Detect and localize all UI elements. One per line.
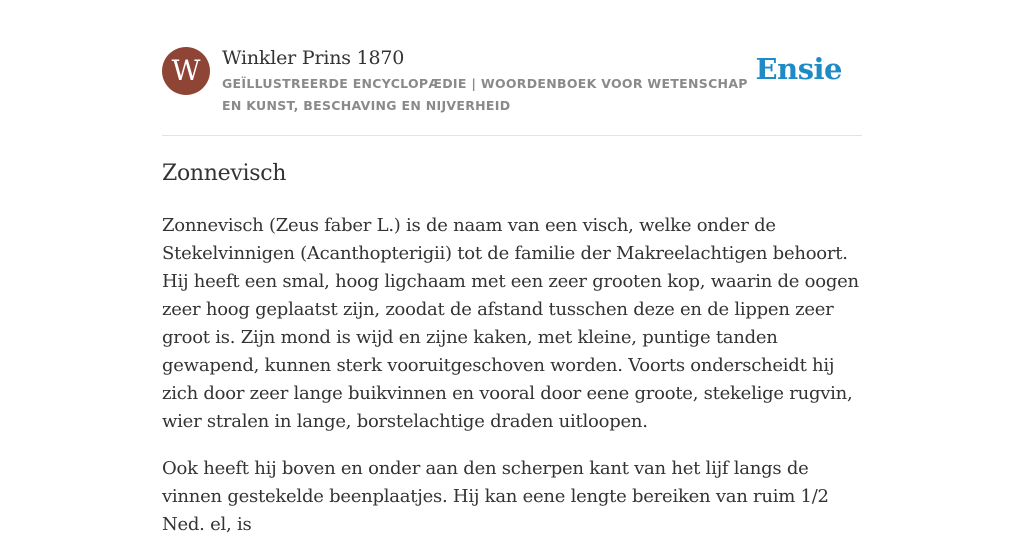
book-subtitle: GEÏLLUSTREERDE ENCYCLOPÆDIE | WOORDENBOEK VOOR WETENSCHAP EN KUNST, BESCHAVING EN NIJVERHEID [222, 76, 748, 113]
book-title[interactable]: Winkler Prins 1870 [222, 47, 405, 69]
avatar[interactable]: W [162, 47, 210, 95]
brand-logo[interactable]: Ensie [755, 52, 842, 86]
paragraph: Zonnevisch (Zeus faber L.) is de naam van een visch, welke onder de Stekelvinnigen (Acanthopterigii) tot de familie der Makreelachtigen behoort. Hij heeft een smal, hoog ligchaam met een zeer grooten kop, waarin de oogen zeer hoog geplaatst zijn, zoodat de afstand tusschen deze en de lippen zeer groot is. Zijn mond is wijd en zijne kaken, met kleine, puntige tanden gewapend, kunnen sterk vooruitgeschoven worden. Voorts onderscheidt hij zich door zeer lange buikvinnen en vooral door eene groote, stekelige rugvin, wier stralen in lange, borstelachtige draden uitloopen. [162, 215, 859, 432]
article-body [162, 212, 862, 558]
article-title: Zonnevisch [162, 161, 287, 186]
divider [162, 135, 862, 136]
header [162, 46, 862, 136]
paragraph: Ook heeft hij boven en onder aan den scherpen kant van het lijf langs de vinnen gestekelde beenplaatjes. Hij kan eene lengte bereiken van ruim 1/2 Ned. el, is [162, 458, 829, 535]
book-info [222, 46, 752, 117]
